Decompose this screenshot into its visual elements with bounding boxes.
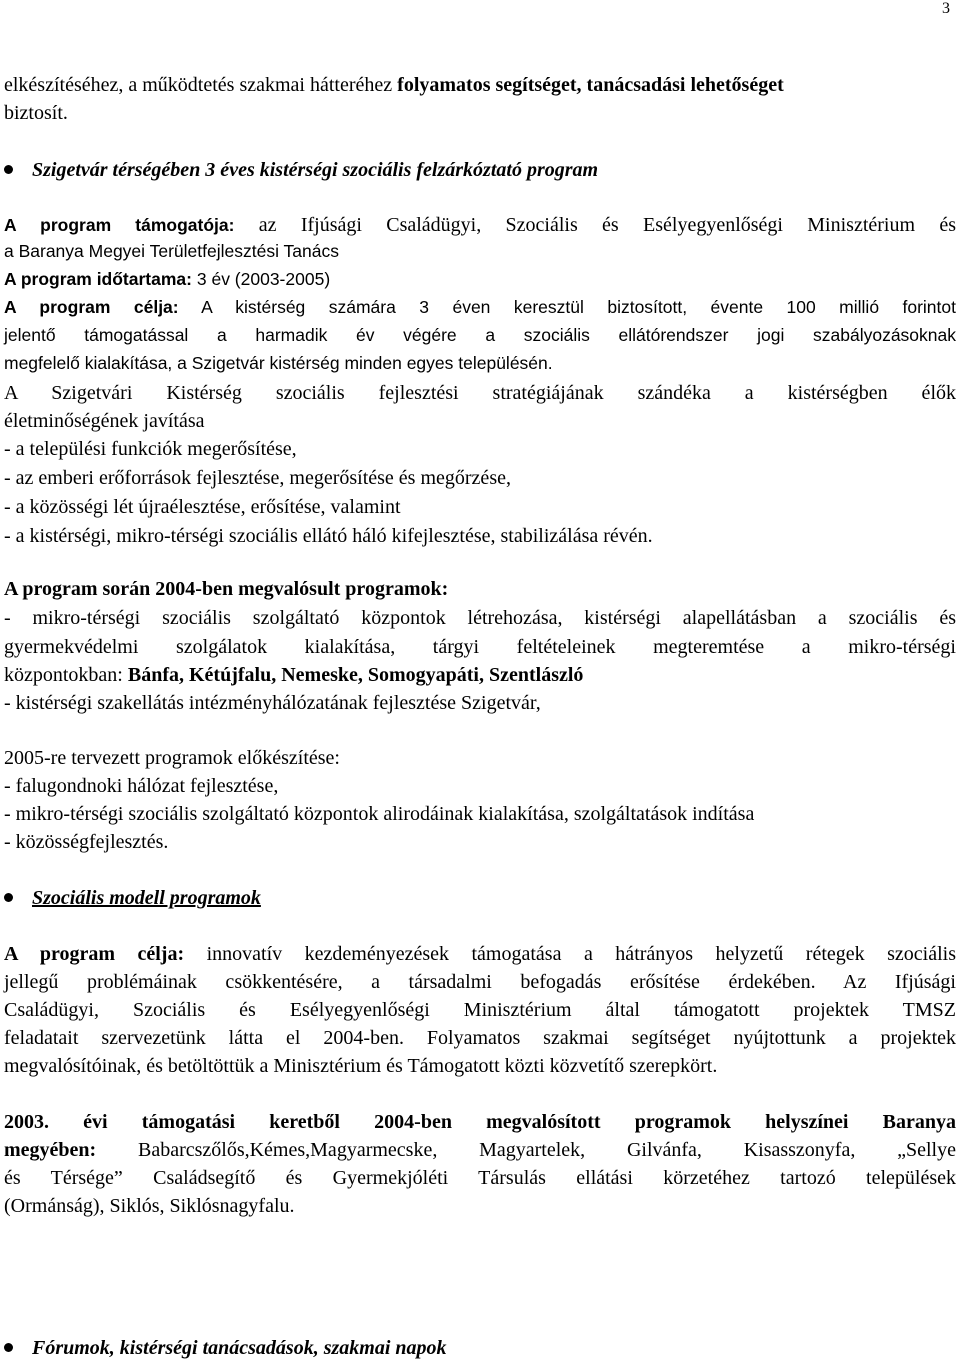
goal-line-1: A program célja: A kistérség számára 3 éven keresztül biztosított, évente 100 millió forintot: [4, 297, 956, 317]
list-item: - közösségfejlesztés.: [4, 831, 169, 853]
list-item: - a közösségi lét újraélesztése, erősítése, valamint: [4, 496, 401, 518]
modell-line-2: jellegű problémáinak csökkentésére, a társadalmi befogadás erősítése érdekében. Az Ifjúsági: [4, 971, 956, 993]
list-item: - mikro-térségi szociális szolgáltató központok alirodáinak kialakítása, szolgáltatások indítása: [4, 803, 755, 825]
locations-line-4: (Ormánság), Siklós, Siklósnagyfalu.: [4, 1195, 295, 1217]
realized-line-2: gyermekvédelmi szolgálatok kialakítása, tárgyi feltételeinek megteremtése a mikro-térségi: [4, 636, 956, 658]
page-number: 3: [942, 0, 950, 17]
locations-line-2: megyében: Babarcszőlős,Kémes,Magyarmecske, Magyartelek, Gilvánfa, Kisasszonyfa, „Sellye: [4, 1139, 956, 1161]
list-item: - falugondnoki hálózat fejlesztése,: [4, 775, 279, 797]
modell-line-4: feladatait szervezetünk látta el 2004-ben. Folyamatos szakmai segítséget nyújtottunk a projektek: [4, 1027, 956, 1049]
modell-line-3: Családügyi, Szociális és Esélyegyenlőségi Minisztérium által támogatott projektek TMSZ: [4, 999, 956, 1021]
modell-line-1: A program célja: innovatív kezdeményezések támogatása a hátrányos helyzetű rétegek szociális: [4, 943, 956, 965]
strategy-line-1: A Szigetvári Kistérség szociális fejlesztési stratégiájának szándéka a kistérségben élők: [4, 382, 956, 404]
locations-line-3: és Térsége” Családsegítő és Gyermekjóléti Társulás ellátási körzetéhez tartozó települések: [4, 1167, 956, 1189]
list-item: - a települési funkciók megerősítése,: [4, 438, 297, 460]
realized-line-1: - mikro-térségi szociális szolgáltató központok létrehozása, kistérségi alapellátásban a szociális és: [4, 607, 956, 629]
realized-line-4: - kistérségi szakellátás intézményhálózatának fejlesztése Szigetvár,: [4, 692, 541, 714]
modell-line-5: megvalósítóinak, és betöltöttük a Minisztérium és Támogatott közti közvetítő szerepkört.: [4, 1055, 718, 1077]
goal-line-3: megfelelő kialakítása, a Szigetvár kistérség minden egyes településén.: [4, 353, 553, 373]
realized-heading: A program során 2004-ben megvalósult programok:: [4, 578, 449, 600]
section-heading-forumok: Fórumok, kistérségi tanácsadások, szakmai napok: [4, 1335, 447, 1361]
realized-line-3: központokban: Bánfa, Kétújfalu, Nemeske, Somogyapáti, Szentlászló: [4, 664, 584, 686]
strategy-line-2: életminőségének javítása: [4, 410, 205, 432]
goal-line-2: jelentő támogatással a harmadik év végére a szociális ellátórendszer jogi szabályozásoknak: [4, 325, 956, 345]
list-item: - az emberi erőforrások fejlesztése, megerősítése és megőrzése,: [4, 467, 511, 489]
duration-line: A program időtartama: 3 év (2003-2005): [4, 269, 331, 289]
bullet-icon: [4, 165, 13, 174]
section-heading-modell: Szociális modell programok: [4, 885, 261, 911]
supporter-line-2: a Baranya Megyei Területfejlesztési Tanács: [4, 241, 339, 261]
planned-heading: 2005-re tervezett programok előkészítése:: [4, 747, 340, 769]
bullet-icon: [4, 893, 13, 902]
bullet-icon: [4, 1343, 13, 1352]
list-item: - a kistérségi, mikro-térségi szociális ellátó háló kifejlesztése, stabilizálása révén.: [4, 525, 653, 547]
locations-line-1: 2003. évi támogatási keretből 2004-ben megvalósított programok helyszínei Baranya: [4, 1111, 956, 1133]
supporter-line-1: A program támogatója: az Ifjúsági Családügyi, Szociális és Esélyegyenlőségi Minisztérium és: [4, 214, 956, 236]
intro-line-2: biztosít.: [4, 102, 68, 124]
section-heading-kisterseg: Szigetvár térségében 3 éves kistérségi szociális felzárkóztató program: [4, 157, 598, 183]
intro-line-1: elkészítéséhez, a működtetés szakmai hátteréhez folyamatos segítséget, tanácsadási lehetőséget: [4, 74, 784, 96]
